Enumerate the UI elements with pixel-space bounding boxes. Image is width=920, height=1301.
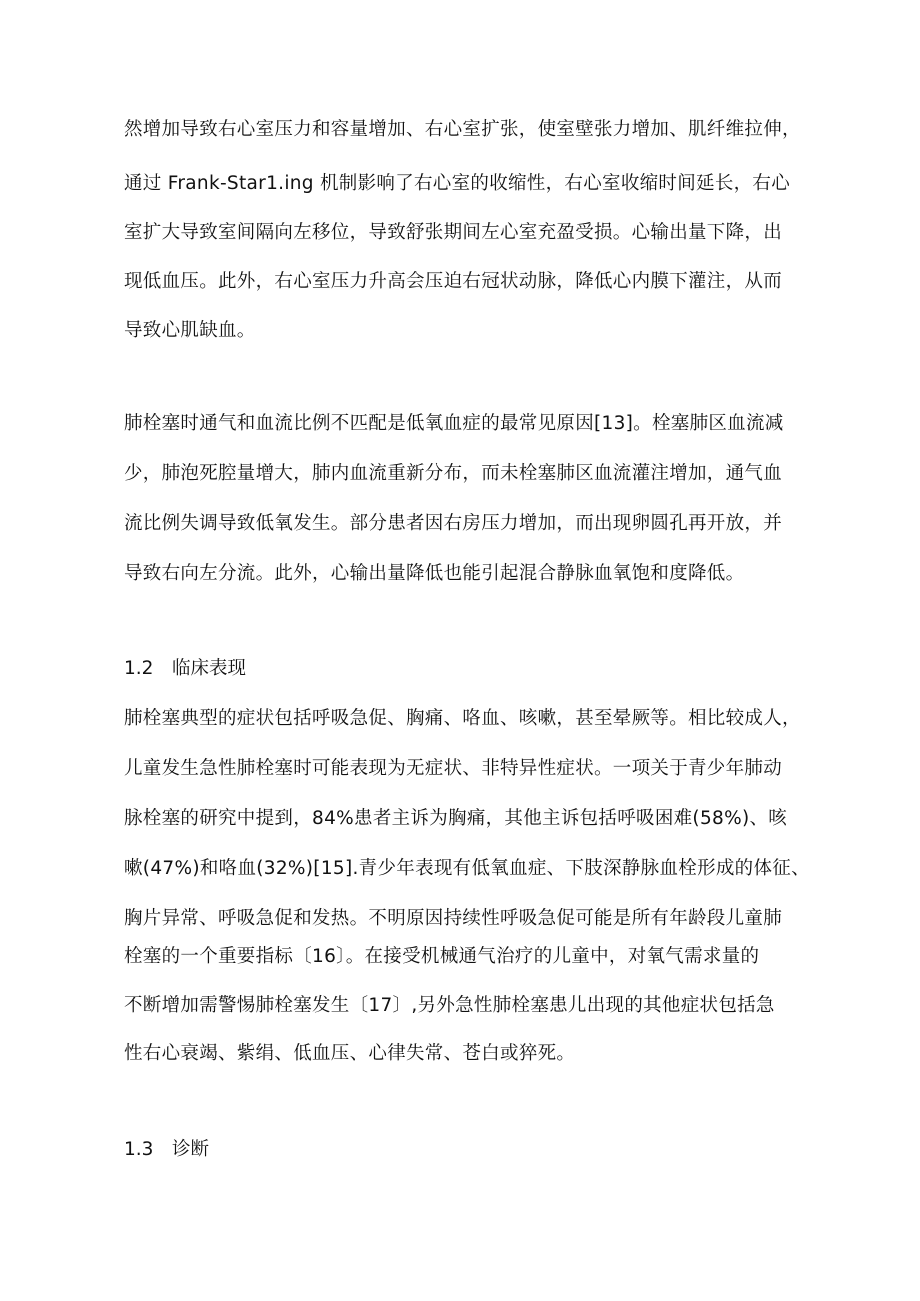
paragraph-1-line-4: 现低血压。此外，右心室压力升高会压迫右冠状动脉，降低心内膜下灌注，从而 [124,271,783,292]
paragraph-3-line-6: 栓塞的一个重要指标〔16〕。在接受机械通气治疗的儿童中，对氧气需求量的 [124,946,760,967]
section-heading-1-2 [124,656,246,682]
paragraph-1-line-2: 通过 Frank-Star1.ing 机制影响了右心室的收缩性，右心室收缩时间延长，右心 [124,173,791,194]
paragraph-2-line-2: 少，肺泡死腔量增大，肺内血流重新分布，而未栓塞肺区血流灌注增加，通气血 [124,463,783,484]
paragraph-2-line-3: 流比例失调导致低氧发生。部分患者因右房压力增加，而出现卵圆孔再开放，并 [124,513,783,534]
paragraph-3-line-7: 不断增加需警惕肺栓塞发生〔17〕,另外急性肺栓塞患儿出现的其他症状包括急 [124,995,775,1016]
paragraph-3-line-1: 肺栓塞典型的症状包括呼吸急促、胸痛、咯血、咳嗽，甚至晕厥等。相比较成人， [124,708,801,729]
paragraph-3-line-4: 嗽(47%)和咯血(32%)[15].青少年表现有低氧血症、下肢深静脉血栓形成的体征、 [124,858,810,879]
section-number: 1.2 [124,658,154,679]
section-number: 1.3 [124,1139,154,1160]
paragraph-1-line-3: 室扩大导致室间隔向左移位，导致舒张期间左心室充盈受损。心输出量下降，出 [124,222,783,243]
section-title: 诊断 [172,1139,210,1160]
paragraph-3-line-8: 性右心衰竭、紫绢、低血压、心律失常、苍白或猝死。 [124,1043,576,1064]
paragraph-2-line-4: 导致右向左分流。此外，心输出量降低也能引起混合静脉血氧饱和度降低。 [124,563,745,584]
section-title: 临床表现 [172,658,247,679]
paragraph-3-line-3: 脉栓塞的研究中提到，84%患者主诉为胸痛，其他主诉包括呼吸困难(58%)、咳 [124,808,788,829]
paragraph-1-line-1: 然增加导致右心室压力和容量增加、右心室扩张，使室壁张力增加、肌纤维拉伸， [124,119,801,140]
paragraph-3-line-2: 儿童发生急性肺栓塞时可能表现为无症状、非特异性症状。一项关于青少年肺动 [124,758,783,779]
paragraph-1-line-5: 导致心肌缺血。 [124,320,256,341]
paragraph-3-line-5: 胸片异常、呼吸急促和发热。不明原因持续性呼吸急促可能是所有年龄段儿童肺 [124,908,783,929]
paragraph-2-line-1: 肺栓塞时通气和血流比例不匹配是低氧血症的最常见原因[13]。栓塞肺区血流减 [124,413,784,434]
section-heading-1-3 [124,1137,209,1163]
